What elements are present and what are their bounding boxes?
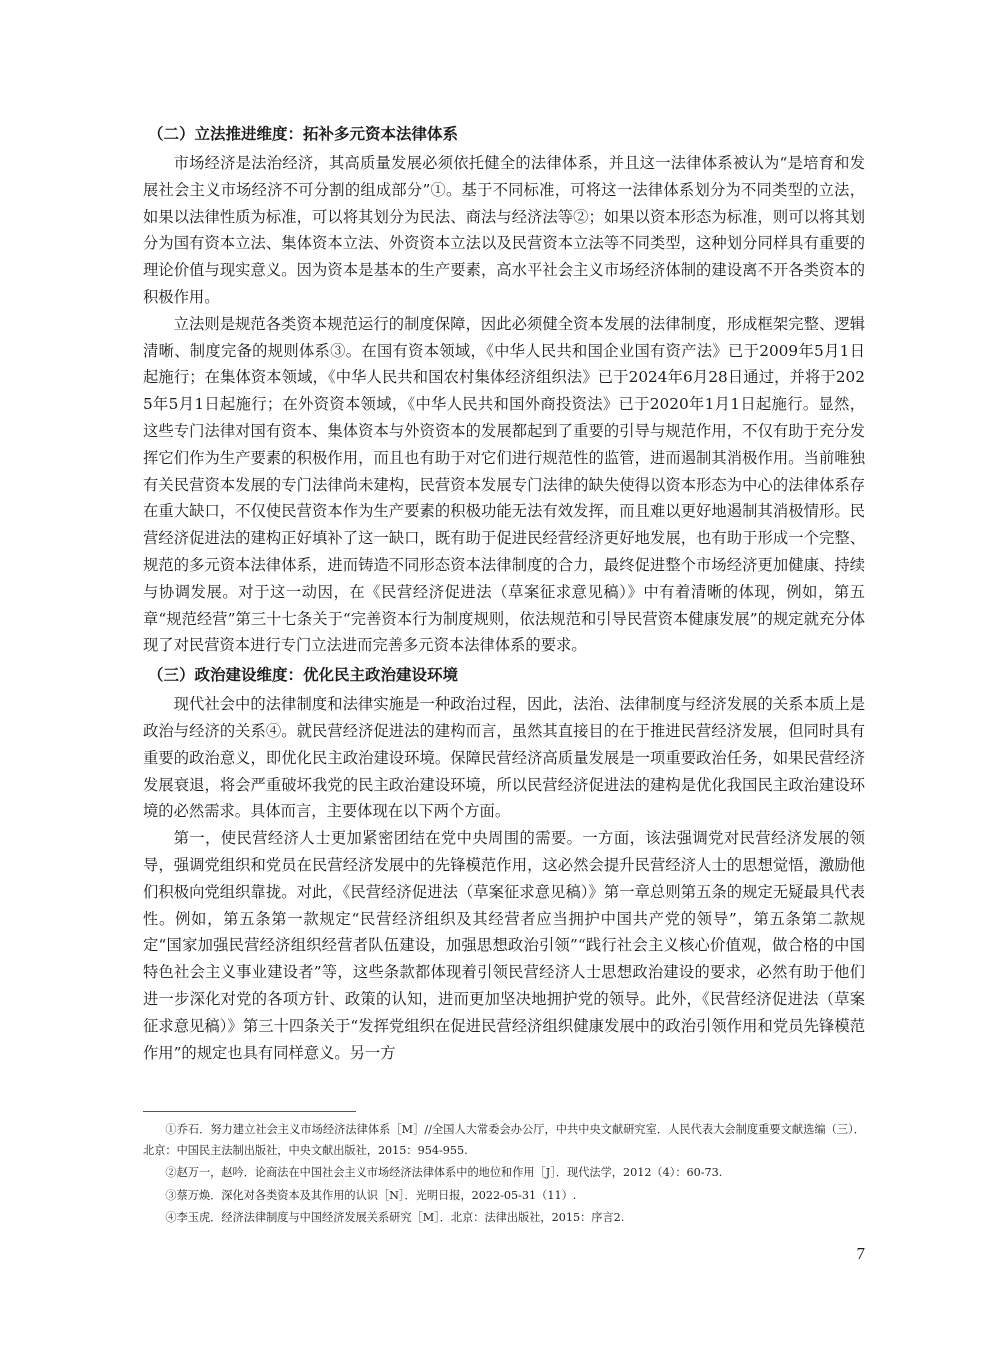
footnote-divider <box>143 1111 356 1112</box>
paragraph: 现代社会中的法律制度和法律实施是一种政治过程，因此，法治、法律制度与经济发展的关系本质上是政治与经济的关系④。就民营经济促进法的建构而言，虽然其直接目的在于推进民营经济发展，但同时具有重要的政治意义，即优化民主政治建设环境。保障民营经济高质量发展是一项重要政治任务，如果民营经济发展衰退，将会严重破坏我党的民主政治建设环境，所以民营经济促进法的建构是优化我国民主政治建设环境的必然需求。具体而言，主要体现在以下两个方面。 <box>143 695 865 821</box>
section-heading-legislation: （二）立法推进维度：拓补多元资本法律体系 <box>148 125 459 143</box>
section-heading-politics: （三）政治建设维度：优化民主政治建设环境 <box>148 666 459 685</box>
footnote: ④李玉虎．经济法律制度与中国经济发展关系研究［M］．北京：法律出版社，2015：序言2. <box>165 1211 625 1224</box>
footnotes <box>143 1120 865 1231</box>
paragraph: 第一，使民营经济人士更加紧密团结在党中央周围的需要。一方面，该法强调党对民营经济发展的领导，强调党组织和党员在民营经济发展中的先锋模范作用，这必然会提升民营经济人士的思想觉悟，激励他们积极向党组织靠拢。对此，《民营经济促进法（草案征求意见稿）》第一章总则第五条的规定无疑最具代表性。例如，第五条第一款规定“民营经济组织及其经营者应当拥护中国共产党的领导”，第五条第二款规定“国家加强民营经济组织经营者队伍建设，加强思想政治引领”“践行社会主义核心价值观，做合格的中国特色社会主义事业建设者”等，这些条款都体现着引领民营经济人士思想政治建设的要求，必然有助于他们进一步深化对党的各项方针、政策的认知，进而更加坚决地拥护党的领导。此外，《民营经济促进法（草案征求意见稿）》第三十四条关于“发挥党组织在促进民营经济组织健康发展中的政治引领作用和党员先锋模范作用”的规定也具有同样意义。另一方 <box>143 829 865 1062</box>
footnote: ③蔡万焕．深化对各类资本及其作用的认识［N］．光明日报，2022-05-31（11）. <box>165 1188 577 1202</box>
paragraph: 市场经济是法治经济，其高质量发展必须依托健全的法律体系，并且这一法律体系被认为“是培育和发展社会主义市场经济不可分割的组成部分”①。基于不同标准，可将这一法律体系划分为不同类型的立法，如果以法律性质为标准，可以将其划分为民法、商法与经济法等②；如果以资本形态为标准，则可以将其划分为国有资本立法、集体资本立法、外资资本立法以及民营资本立法等不同类型，这种划分同样具有重要的理论价值与现实意义。因为资本是基本的生产要素，高水平社会主义市场经济体制的建设离不开各类资本的积极作用。 <box>143 154 865 306</box>
footnote: ②赵万一，赵吟．论商法在中国社会主义市场经济法律体系中的地位和作用［J］．现代法学，2012（4）：60-73. <box>165 1166 723 1179</box>
paragraph: 立法则是规范各类资本规范运行的制度保障，因此必须健全资本发展的法律制度，形成框架完整、逻辑清晰、制度完备的规则体系③。在国有资本领域，《中华人民共和国企业国有资产法》已于2009年5月1日起施行；在集体资本领域，《中华人民共和国农村集体经济组织法》已于2024年6月28日通过，并将于2025年5月1日起施行；在外资资本领域，《中华人民共和国外商投资法》已于2020年1月1日起施行。显然，这些专门法律对国有资本、集体资本与外资资本的发展都起到了重要的引导与规范作用，不仅有助于充分发挥它们作为生产要素的积极作用，而且也有助于对它们进行规范性的监管，进而遏制其消极作用。当前唯独有关民营资本发展的专门法律尚未建构，民营资本发展专门法律的缺失使得以资本形态为中心的法律体系存在重大缺口，不仅使民营资本作为生产要素的积极功能无法有效发挥，而且难以更好地遏制其消极情形。民营经济促进法的建构正好填补了这一缺口，既有助于促进民经营经济更好地发展，也有助于形成一个完整、规范的多元资本法律体系，进而铸造不同形态资本法律制度的合力，最终促进整个市场经济更加健康、持续与协调发展。对于这一动因，在《民营经济促进法（草案征求意见稿）》中有着清晰的体现，例如，第五章“规范经营”第三十七条关于“完善资本行为制度规则，依法规范和引导民营资本健康发展”的规定就充分体现了对民营资本进行专门立法进而完善多元资本法律体系的要求。 <box>143 314 865 655</box>
body-text <box>143 118 865 1066</box>
footnote: ①乔石．努力建立社会主义市场经济法律体系［M］//全国人大常委会办公厅，中共中央文献研究室．人民代表大会制度重要文献选编（三）．北京：中国民主法制出版社，中央文献出版社，2015：954-955. <box>143 1123 865 1157</box>
page-number: 7 <box>856 1244 865 1263</box>
